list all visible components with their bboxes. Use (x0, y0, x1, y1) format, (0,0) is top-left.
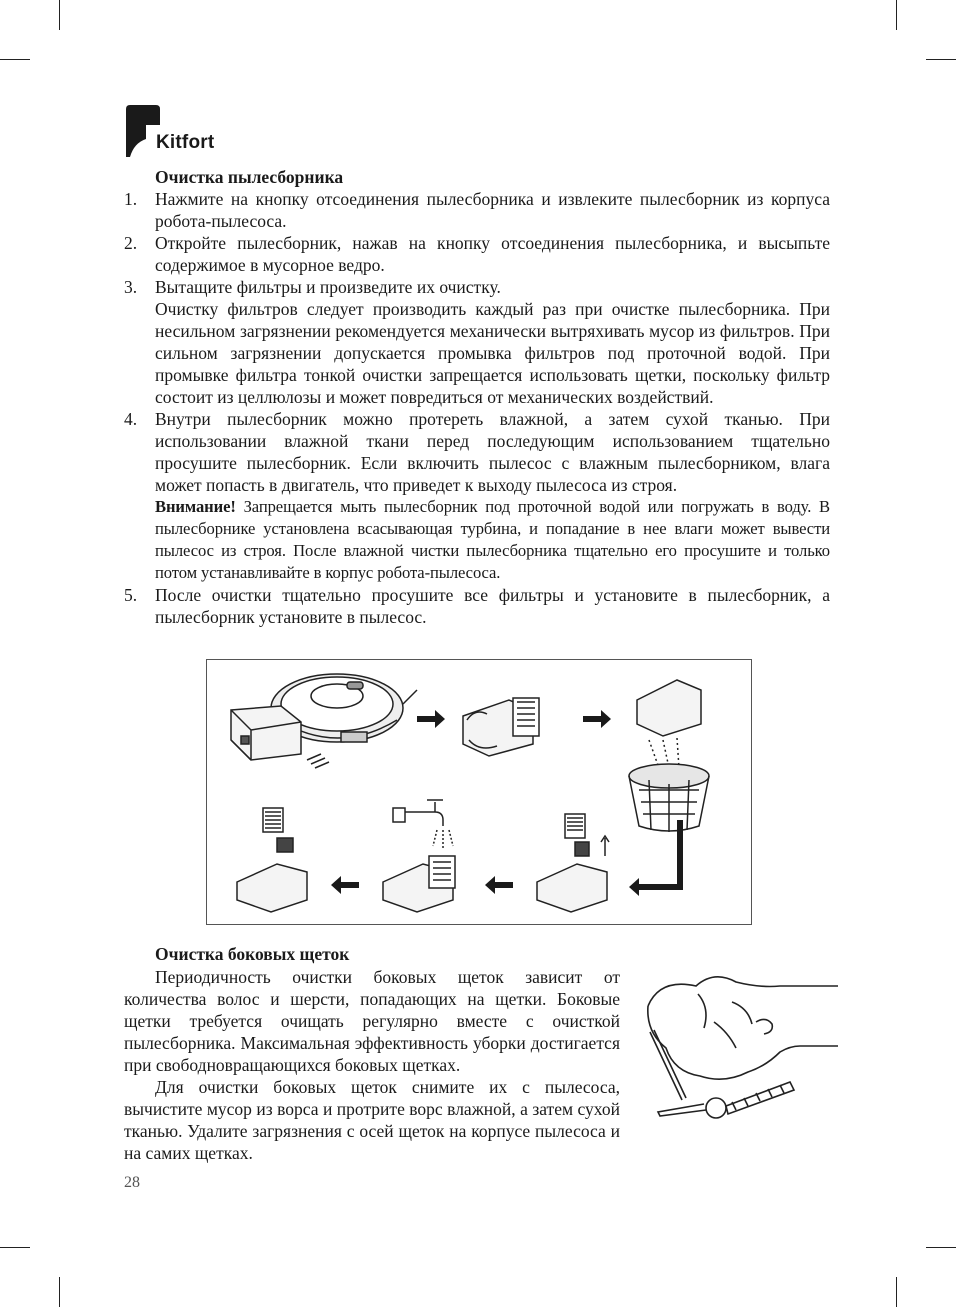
crop-mark (896, 1277, 897, 1307)
step-number: 1. (124, 189, 138, 209)
step-note: Очистку фильтров следует производить каждый раз при очистке пылесборника. При несильном загрязнении рекомендуется механически вытряхивать мусор из фильтров. При сильном загрязнении допускается промывка фильтров под проточной водой. При промывке фильтра тонкой очистки запрещается использовать щетки, поскольку фильтр состоит из целлюлозы и может повредиться от механических воздействий. (155, 299, 830, 407)
step-text: Нажмите на кнопку отсоединения пылесборника и извлеките пылесборник из корпуса робота-пылесоса. (155, 189, 830, 231)
paragraph: Периодичность очистки боковых щеток зависит от количества волос и шерсти, попадающих на щетки. Боковые щетки требуется очищать регулярно вместе с очисткой пылесборника. Максимальная эффективность уборки достигается при свободновращающихся боковых щетках. (124, 967, 620, 1075)
step-text: Внутри пылесборник можно протереть влажной, а затем сухой тканью. При использовании влажной ткани перед последующим использованием тщательно просушите пылесборник. Если включить пылесос с влажным пылесборником, влага может попасть в двигатель, что приведет к выходу пылесоса из строя. (155, 409, 830, 495)
list-item (124, 584, 830, 628)
brand-logo (126, 105, 236, 159)
dustbin-cleaning-illustration (206, 659, 752, 925)
step-number: 2. (124, 233, 138, 253)
hand-cloth-brush-icon (640, 962, 850, 1142)
side-brush-text (124, 966, 620, 1164)
crop-mark (0, 1247, 30, 1248)
dustbin-reassembly-icon (237, 856, 607, 912)
crop-mark (59, 1277, 60, 1307)
crop-mark (59, 0, 60, 30)
faucet-icon (393, 800, 453, 848)
warning-note (155, 496, 830, 584)
step-text: Вытащите фильтры и произведите их очистку. (155, 277, 501, 297)
list-item (124, 188, 830, 232)
list-item (124, 232, 830, 276)
brand-name: Kitfort (156, 132, 215, 153)
step-number: 5. (124, 585, 138, 605)
list-item (124, 408, 830, 584)
crop-mark (896, 0, 897, 30)
section-title-dustbin: Очистка пылесборника (155, 167, 344, 187)
page-number: 28 (124, 1174, 140, 1191)
crop-mark (0, 59, 30, 60)
emptying-dustbin-icon (637, 680, 701, 768)
section-title-side-brushes: Очистка боковых щеток (155, 944, 350, 964)
step-number: 4. (124, 409, 138, 429)
illustration-drawing (207, 660, 750, 923)
steps-list (124, 188, 830, 628)
warning-label: Внимание! (155, 497, 236, 516)
logo-mark-icon (126, 105, 160, 157)
trash-can-icon (629, 764, 709, 832)
step-number: 3. (124, 277, 138, 297)
crop-mark (926, 1247, 956, 1248)
step-text: Откройте пылесборник, нажав на кнопку отсоединения пылесборника, и высыпьте содержимое в мусорное ведро. (155, 233, 830, 275)
list-item (124, 276, 830, 408)
brush-cleaning-illustration (640, 962, 850, 1142)
open-dustbin-icon (463, 698, 539, 756)
crop-mark (926, 59, 956, 60)
warning-text: Запрещается мыть пылесборник под проточной водой или погружать в воду. В пылесборнике установлена всасывающая турбина, и попадание в нее влаги может вывести пылесос из строя. После влажной чистки пылесборника тщательно его просушите и только потом устанавливайте в корпус робота-пылесоса. (155, 497, 830, 582)
paragraph: Для очистки боковых щеток снимите их с пылесоса, вычистите мусор из ворса и протрите ворс влажной, а затем сухой тканью. Удалите загрязнения с осей щеток на корпусе пылесоса и на самих щетках. (124, 1077, 620, 1163)
step-text: После очистки тщательно просушите все фильтры и установите в пылесборник, а пылесборник установите в пылесос. (155, 585, 830, 627)
filter-icon (263, 808, 609, 856)
